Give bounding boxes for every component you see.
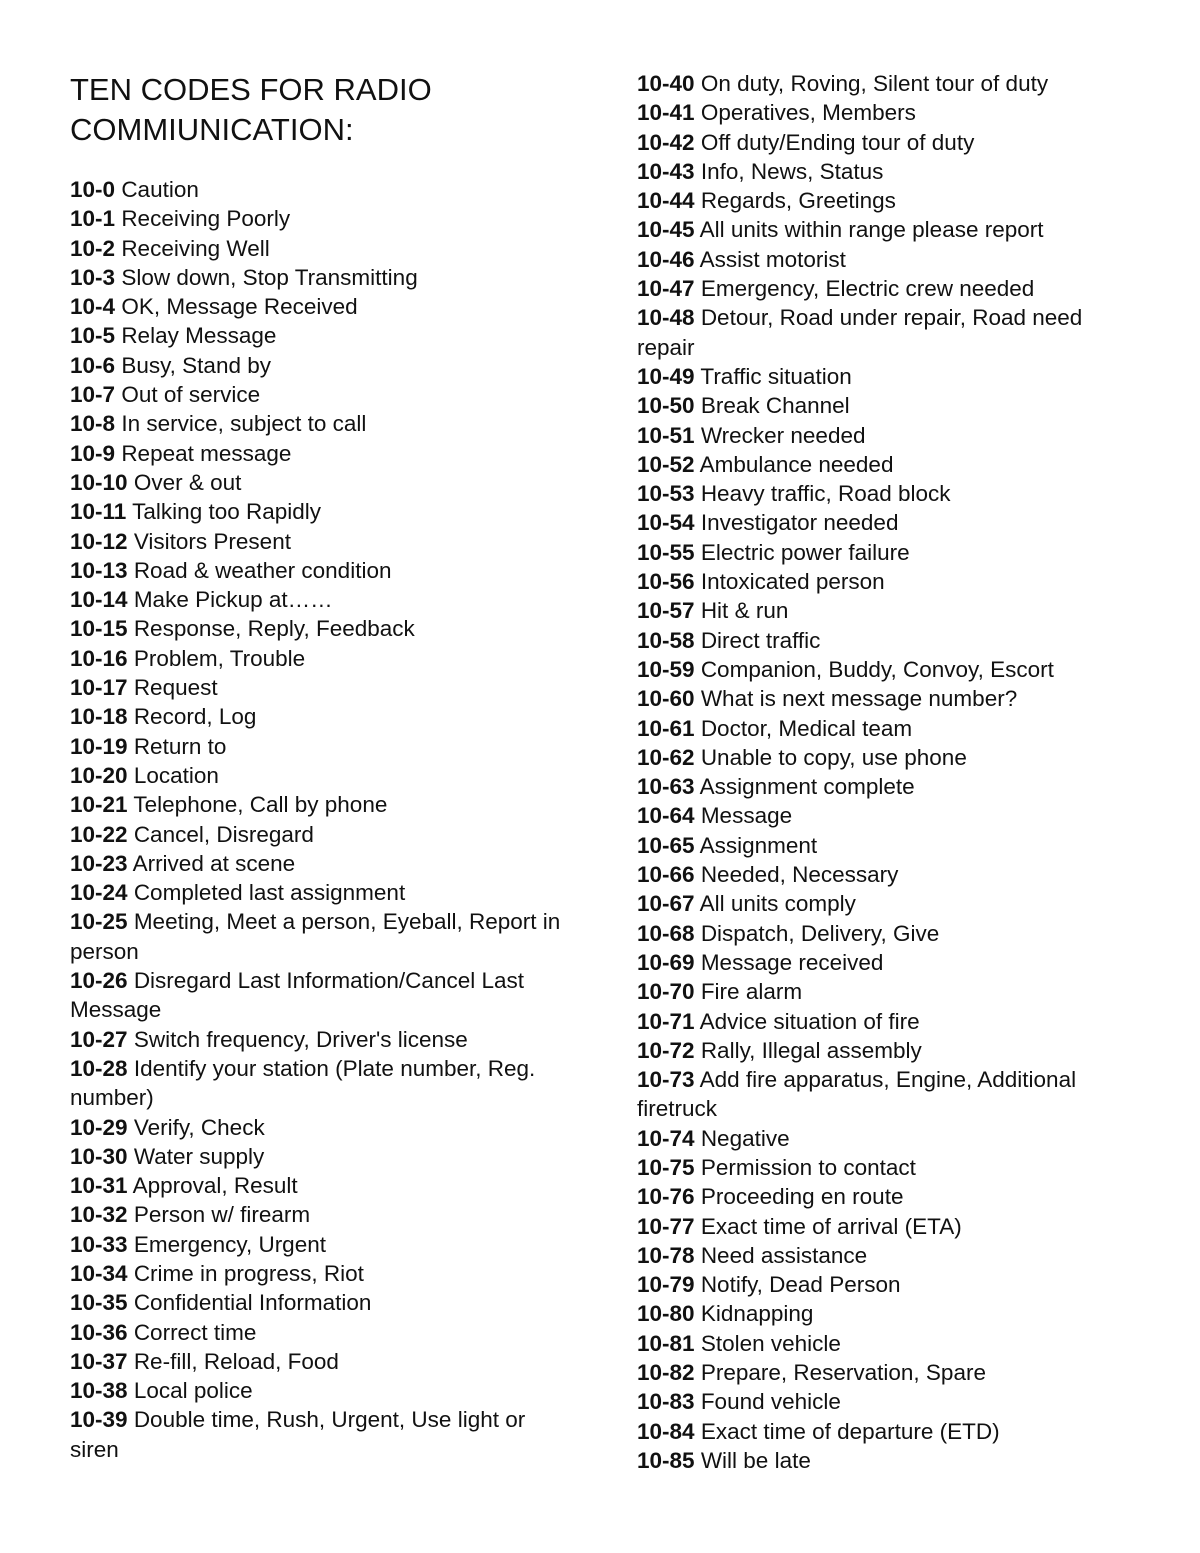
code-number: 10-60: [637, 686, 695, 712]
code-entry: [637, 1270, 1117, 1299]
code-entry: [70, 234, 570, 263]
code-entry: [637, 128, 1117, 157]
code-description: Confidential Information: [133, 1290, 372, 1316]
code-entry: [70, 1347, 570, 1376]
code-number: 10-84: [637, 1418, 695, 1444]
code-entry: [637, 538, 1117, 567]
code-number: 10-75: [637, 1154, 695, 1180]
code-entry: [70, 849, 570, 878]
code-number: 10-5: [70, 323, 116, 349]
code-description: Wrecker needed: [700, 422, 866, 448]
code-description: Re-fill, Reload, Food: [133, 1348, 339, 1374]
code-description: Make Pickup at……: [133, 587, 333, 613]
code-description: Regards, Greetings: [700, 188, 896, 214]
code-number: 10-39: [70, 1407, 128, 1433]
code-number: 10-40: [637, 71, 695, 96]
code-description: Prepare, Reservation, Spare: [700, 1360, 986, 1386]
code-description: Needed, Necessary: [700, 862, 899, 888]
code-entry: [637, 977, 1117, 1006]
code-description: Add fire apparatus, Engine, Additional firetruck: [637, 1067, 1077, 1122]
code-entry: [70, 1200, 570, 1229]
code-description: Kidnapping: [700, 1301, 814, 1327]
code-number: 10-21: [70, 792, 128, 818]
code-entry: [70, 1288, 570, 1317]
code-entry: [70, 351, 570, 380]
code-entry: [637, 626, 1117, 655]
code-description: Double time, Rush, Urgent, Use light or siren: [70, 1407, 526, 1462]
code-entry: [70, 1230, 570, 1259]
code-entry: [70, 263, 570, 292]
code-entry: [637, 391, 1117, 420]
code-number: 10-33: [70, 1231, 128, 1257]
code-entry: [637, 157, 1117, 186]
codes-list-right: [637, 69, 1117, 1475]
code-entry: [70, 468, 570, 497]
code-number: 10-48: [637, 305, 695, 331]
code-entry: [70, 1113, 570, 1142]
code-entry: [70, 1405, 570, 1464]
code-description: Completed last assignment: [133, 880, 406, 906]
code-description: Info, News, Status: [700, 158, 884, 184]
code-description: Companion, Buddy, Convoy, Escort: [700, 656, 1054, 682]
code-description: Telephone, Call by phone: [133, 792, 388, 818]
code-number: 10-34: [70, 1260, 128, 1286]
code-description: Slow down, Stop Transmitting: [121, 264, 418, 290]
code-description: Will be late: [700, 1447, 811, 1473]
code-number: 10-41: [637, 100, 695, 126]
code-entry: [637, 948, 1117, 977]
code-description: Emergency, Electric crew needed: [700, 276, 1035, 302]
code-entry: [637, 1036, 1117, 1065]
code-number: 10-35: [70, 1290, 128, 1316]
code-entry: [637, 655, 1117, 684]
code-entry: [637, 1299, 1117, 1328]
code-entry: [70, 1259, 570, 1288]
code-number: 10-8: [70, 411, 116, 437]
code-description: Correct time: [133, 1319, 257, 1345]
code-description: Exact time of arrival (ETA): [700, 1213, 962, 1239]
code-number: 10-61: [637, 715, 695, 741]
code-description: Notify, Dead Person: [700, 1272, 901, 1298]
code-number: 10-1: [70, 206, 116, 232]
code-number: 10-15: [70, 616, 128, 642]
code-number: 10-68: [637, 920, 695, 946]
code-number: 10-63: [637, 774, 695, 800]
code-number: 10-27: [70, 1026, 128, 1052]
code-number: 10-72: [637, 1037, 695, 1063]
code-number: 10-10: [70, 469, 128, 495]
code-entry: [70, 1025, 570, 1054]
code-description: Permission to contact: [700, 1154, 916, 1180]
code-description: Operatives, Members: [700, 100, 916, 126]
code-number: 10-13: [70, 557, 128, 583]
code-description: Record, Log: [133, 704, 257, 730]
code-number: 10-58: [637, 627, 695, 653]
code-description: Doctor, Medical team: [700, 715, 913, 741]
code-description: Over & out: [133, 469, 242, 495]
code-description: Negative: [700, 1125, 790, 1151]
code-description: Busy, Stand by: [121, 352, 271, 378]
code-number: 10-18: [70, 704, 128, 730]
code-number: 10-50: [637, 393, 695, 419]
code-description: Found vehicle: [700, 1389, 841, 1415]
code-number: 10-79: [637, 1272, 695, 1298]
code-description: Investigator needed: [700, 510, 899, 536]
code-description: Caution: [121, 177, 199, 202]
code-description: Intoxicated person: [700, 569, 885, 595]
code-number: 10-57: [637, 598, 695, 624]
code-description: Off duty/Ending tour of duty: [700, 129, 975, 155]
code-description: Heavy traffic, Road block: [700, 481, 951, 507]
code-number: 10-71: [637, 1008, 695, 1034]
code-number: 10-36: [70, 1319, 128, 1345]
code-entry: [637, 98, 1117, 127]
code-entry: [70, 292, 570, 321]
code-description: Cancel, Disregard: [133, 821, 314, 847]
code-number: 10-55: [637, 539, 695, 565]
code-number: 10-6: [70, 352, 116, 378]
code-description: All units within range please report: [699, 217, 1044, 243]
code-description: Arrived at scene: [132, 850, 296, 876]
code-description: Verify, Check: [133, 1114, 265, 1140]
code-number: 10-54: [637, 510, 695, 536]
code-number: 10-19: [70, 733, 128, 759]
code-description: Road & weather condition: [133, 557, 392, 583]
code-number: 10-78: [637, 1242, 695, 1268]
code-entry: [637, 1329, 1117, 1358]
code-number: 10-14: [70, 587, 128, 613]
code-number: 10-81: [637, 1330, 695, 1356]
code-entry: [637, 1387, 1117, 1416]
code-description: Need assistance: [700, 1242, 868, 1268]
code-number: 10-20: [70, 762, 128, 788]
code-description: Relay Message: [121, 323, 277, 349]
code-description: Request: [133, 675, 218, 701]
code-number: 10-29: [70, 1114, 128, 1140]
code-description: Location: [133, 762, 219, 788]
code-number: 10-52: [637, 451, 695, 477]
code-number: 10-25: [70, 909, 128, 935]
code-description: Fire alarm: [700, 979, 803, 1005]
code-number: 10-31: [70, 1173, 128, 1199]
code-number: 10-4: [70, 294, 116, 320]
code-description: Emergency, Urgent: [133, 1231, 326, 1257]
code-number: 10-38: [70, 1378, 128, 1404]
code-number: 10-62: [637, 744, 695, 770]
code-entry: [70, 820, 570, 849]
code-number: 10-69: [637, 949, 695, 975]
code-description: Response, Reply, Feedback: [133, 616, 415, 642]
code-entry: [637, 801, 1117, 830]
code-description: Talking too Rapidly: [132, 499, 322, 525]
code-description: Stolen vehicle: [700, 1330, 841, 1356]
code-description: Meeting, Meet a person, Eyeball, Report in person: [70, 909, 561, 964]
code-number: 10-12: [70, 528, 128, 554]
code-number: 10-0: [70, 177, 116, 202]
code-number: 10-3: [70, 264, 116, 290]
code-entry: [70, 527, 570, 556]
code-entry: [637, 1007, 1117, 1036]
code-entry: [637, 186, 1117, 215]
code-entry: [70, 673, 570, 702]
code-entry: [637, 714, 1117, 743]
code-description: Hit & run: [700, 598, 789, 624]
code-description: OK, Message Received: [121, 294, 358, 320]
code-number: 10-32: [70, 1202, 128, 1228]
code-entry: [637, 772, 1117, 801]
code-description: Receiving Poorly: [121, 206, 291, 232]
code-entry: [637, 1358, 1117, 1387]
code-entry: [637, 919, 1117, 948]
code-entry: [70, 1171, 570, 1200]
code-entry: [637, 450, 1117, 479]
code-number: 10-66: [637, 862, 695, 888]
code-entry: [637, 860, 1117, 889]
code-number: 10-56: [637, 569, 695, 595]
code-entry: [70, 907, 570, 966]
code-description: Rally, Illegal assembly: [700, 1037, 922, 1063]
code-entry: [70, 790, 570, 819]
code-description: Detour, Road under repair, Road need repair: [637, 305, 1083, 360]
code-description: Direct traffic: [700, 627, 821, 653]
code-number: 10-46: [637, 246, 695, 272]
code-number: 10-11: [70, 499, 127, 525]
code-entry: [637, 421, 1117, 450]
code-entry: [637, 1417, 1117, 1446]
code-description: Local police: [133, 1378, 253, 1404]
code-entry: [70, 321, 570, 350]
code-number: 10-47: [637, 276, 695, 302]
code-description: Unable to copy, use phone: [700, 744, 967, 770]
code-number: 10-43: [637, 158, 695, 184]
code-entry: [637, 69, 1117, 98]
code-description: Proceeding en route: [700, 1184, 904, 1210]
code-description: Return to: [133, 733, 227, 759]
code-entry: [637, 684, 1117, 713]
code-entry: [70, 614, 570, 643]
code-number: 10-76: [637, 1184, 695, 1210]
code-number: 10-70: [637, 979, 695, 1005]
code-number: 10-85: [637, 1447, 695, 1473]
code-number: 10-44: [637, 188, 695, 214]
code-entry: [637, 274, 1117, 303]
code-entry: [70, 556, 570, 585]
code-number: 10-80: [637, 1301, 695, 1327]
code-description: Traffic situation: [700, 363, 852, 389]
code-number: 10-65: [637, 832, 695, 858]
code-entry: [70, 439, 570, 468]
code-entry: [637, 303, 1117, 362]
code-entry: [70, 585, 570, 614]
code-entry: [637, 1241, 1117, 1270]
code-description: Ambulance needed: [699, 451, 894, 477]
code-number: 10-22: [70, 821, 128, 847]
page-title: TEN CODES FOR RADIO COMMIUNICATION:: [70, 72, 432, 147]
code-description: All units comply: [699, 891, 856, 917]
code-description: Assignment complete: [699, 774, 915, 800]
code-number: 10-2: [70, 235, 116, 261]
code-entry: [637, 362, 1117, 391]
code-number: 10-64: [637, 803, 695, 829]
code-number: 10-73: [637, 1067, 695, 1093]
code-description: Receiving Well: [121, 235, 270, 261]
code-number: 10-77: [637, 1213, 695, 1239]
code-description: Water supply: [133, 1143, 265, 1169]
code-description: Problem, Trouble: [133, 645, 306, 671]
code-number: 10-49: [637, 363, 695, 389]
code-entry: [637, 508, 1117, 537]
code-description: In service, subject to call: [121, 411, 367, 437]
code-description: Dispatch, Delivery, Give: [700, 920, 940, 946]
code-entry: [70, 1142, 570, 1171]
code-entry: [70, 1318, 570, 1347]
code-number: 10-45: [637, 217, 695, 243]
code-entry: [637, 215, 1117, 244]
code-description: Crime in progress, Riot: [133, 1260, 364, 1286]
code-entry: [70, 644, 570, 673]
code-entry: [70, 497, 570, 526]
code-number: 10-26: [70, 968, 128, 994]
code-number: 10-53: [637, 481, 695, 507]
code-number: 10-37: [70, 1348, 128, 1374]
code-entry: [70, 761, 570, 790]
code-description: Assignment: [699, 832, 818, 858]
code-number: 10-30: [70, 1143, 128, 1169]
code-entry: [637, 245, 1117, 274]
code-entry: [70, 175, 570, 204]
code-number: 10-74: [637, 1125, 695, 1151]
code-number: 10-24: [70, 880, 128, 906]
code-number: 10-7: [70, 382, 116, 408]
code-number: 10-67: [637, 891, 695, 917]
code-number: 10-51: [637, 422, 695, 448]
code-number: 10-9: [70, 440, 116, 466]
code-entry: [637, 1446, 1117, 1475]
code-description: What is next message number?: [700, 686, 1018, 712]
code-description: Exact time of departure (ETD): [700, 1418, 1000, 1444]
code-description: Out of service: [121, 382, 261, 408]
code-description: Approval, Result: [132, 1173, 298, 1199]
code-number: 10-17: [70, 675, 128, 701]
code-entry: [70, 409, 570, 438]
code-number: 10-16: [70, 645, 128, 671]
code-entry: [637, 889, 1117, 918]
code-entry: [637, 479, 1117, 508]
code-entry: [70, 966, 570, 1025]
code-entry: [637, 1124, 1117, 1153]
code-entry: [70, 204, 570, 233]
code-entry: [637, 743, 1117, 772]
code-entry: [637, 1153, 1117, 1182]
code-number: 10-28: [70, 1055, 128, 1081]
code-number: 10-23: [70, 850, 128, 876]
code-entry: [637, 1065, 1117, 1124]
code-description: Repeat message: [121, 440, 292, 466]
code-description: Message: [700, 803, 793, 829]
code-number: 10-82: [637, 1360, 695, 1386]
code-description: Visitors Present: [133, 528, 291, 554]
code-entry: [70, 732, 570, 761]
code-entry: [637, 831, 1117, 860]
code-description: On duty, Roving, Silent tour of duty: [700, 71, 1049, 96]
code-description: Identify your station (Plate number, Reg. number): [70, 1055, 536, 1111]
code-description: Switch frequency, Driver's license: [133, 1026, 468, 1052]
code-description: Advice situation of fire: [699, 1008, 920, 1034]
code-description: Message received: [700, 949, 884, 975]
code-entry: [70, 1376, 570, 1405]
code-description: Disregard Last Information/Cancel Last Message: [70, 968, 525, 1023]
code-description: Person w/ firearm: [133, 1202, 311, 1228]
code-number: 10-42: [637, 129, 695, 155]
code-number: 10-59: [637, 656, 695, 682]
code-description: Electric power failure: [700, 539, 910, 565]
code-entry: [70, 1054, 570, 1113]
code-entry: [70, 380, 570, 409]
code-entry: [637, 1182, 1117, 1211]
code-entry: [637, 567, 1117, 596]
codes-list-left: [70, 175, 570, 1464]
code-description: Assist motorist: [699, 246, 846, 272]
code-entry: [637, 596, 1117, 625]
code-entry: [70, 878, 570, 907]
code-entry: [637, 1212, 1117, 1241]
code-description: Break Channel: [700, 393, 850, 419]
code-number: 10-83: [637, 1389, 695, 1415]
code-entry: [70, 702, 570, 731]
